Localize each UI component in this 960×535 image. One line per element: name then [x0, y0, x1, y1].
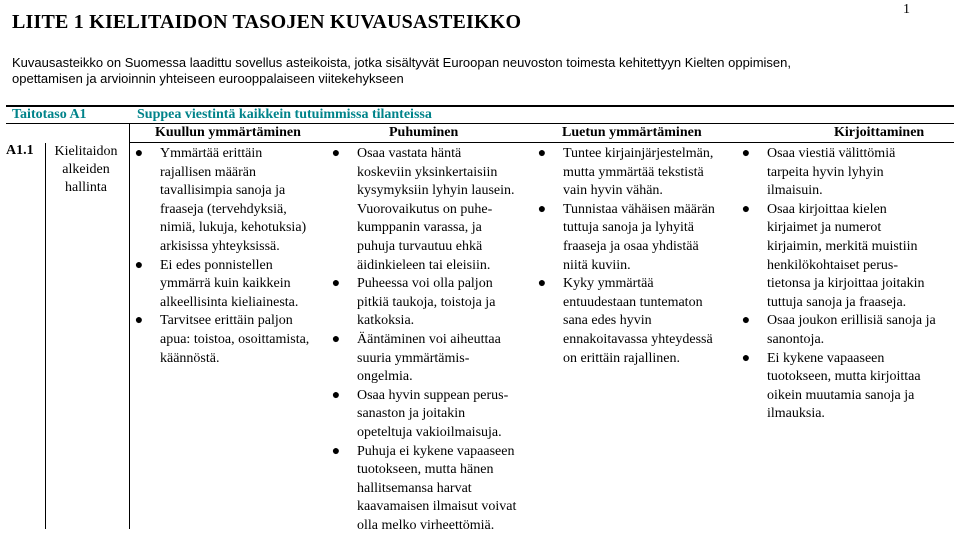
level-name-line: hallinta: [48, 179, 124, 197]
writing-text-line: tarpeita hyvin lyhyin: [767, 164, 956, 183]
speaking-text-line: Vuorovaikutus on puhe-: [357, 201, 546, 220]
speaking-text-line: hallitsemansa harvat: [357, 480, 546, 499]
writing-text-line: kirjaimin, merkitä muistiin: [767, 238, 956, 257]
bullet-icon: ●: [741, 312, 751, 331]
speaking-text-line: katkoksia.: [357, 312, 546, 331]
listening-text-line: ymmärrä kuin kaikkein: [160, 275, 334, 294]
reading-text-line: tuttuja sanoja ja lyhyitä: [563, 219, 747, 238]
speaking-text-line: tuotokseen, mutta hänen: [357, 461, 546, 480]
speaking-text-line: äidinkieleen tai eleisiin.: [357, 257, 546, 276]
reading-text-line: sana edes hyvin: [563, 312, 747, 331]
bullet-icon: ●: [134, 257, 144, 276]
bullet-icon: ●: [331, 443, 341, 462]
listening-text-line: tavallisimpia sanoja ja: [160, 182, 334, 201]
writing-text-line: ilmaisuin.: [767, 182, 956, 201]
writing-text-line: oikein muutamia sanoja ja: [767, 387, 956, 406]
level-title: Suppea viestintä kaikkein tutuimmissa tilanteissa: [137, 107, 432, 123]
bullet-icon: ●: [331, 145, 341, 164]
writing-text-line: ilmauksia.: [767, 405, 956, 424]
writing-text-line: henkilökohtaiset perus-: [767, 257, 956, 276]
speaking-text-line: Osaa hyvin suppean perus-: [357, 387, 546, 406]
bullet-icon: ●: [741, 145, 751, 164]
speaking-text-line: Puheessa voi olla paljon: [357, 275, 546, 294]
bullet-icon: ●: [331, 331, 341, 350]
writing-column: [741, 145, 956, 424]
writing-text-line: tuotokseen, mutta kirjoittaa: [767, 368, 956, 387]
skill-writing-header: Kirjoittaminen: [834, 125, 924, 141]
reading-bullet-item: [537, 201, 747, 275]
reading-text-line: entuudestaan tuntematon: [563, 294, 747, 313]
listening-bullet-item: [134, 257, 334, 313]
reading-bullet-item: [537, 275, 747, 368]
listening-text-line: Tarvitsee erittäin paljon: [160, 312, 334, 331]
reading-text-line: Kyky ymmärtää: [563, 275, 747, 294]
bullet-icon: ●: [537, 275, 547, 294]
speaking-bullet-item: [331, 275, 546, 331]
reading-text-line: niitä kuviin.: [563, 257, 747, 276]
reading-text-line: Tuntee kirjainjärjestelmän,: [563, 145, 747, 164]
level-name: [48, 143, 124, 197]
reading-text-line: Tunnistaa vähäisen määrän: [563, 201, 747, 220]
writing-text-line: Ei kykene vapaaseen: [767, 350, 956, 369]
bullet-icon: ●: [741, 350, 751, 369]
listening-text-line: fraaseja (tervehdyksiä,: [160, 201, 334, 220]
speaking-bullet-item: [331, 331, 546, 387]
reading-column: [537, 145, 747, 368]
listening-bullet-item: [134, 312, 334, 368]
intro-line-2: opettamisen ja arvioinnin yhteiseen eurooppalaiseen viitekehykseen: [12, 71, 404, 86]
listening-text-line: nimiä, lukuja, kehotuksia): [160, 219, 334, 238]
skill-reading-header: Luetun ymmärtäminen: [562, 125, 702, 141]
bullet-icon: ●: [134, 145, 144, 164]
reading-text-line: on erittäin rajallinen.: [563, 350, 747, 369]
listening-text-line: käännöstä.: [160, 350, 334, 369]
column-divider: [45, 143, 46, 529]
writing-text-line: sanontoja.: [767, 331, 956, 350]
bullet-icon: ●: [134, 312, 144, 331]
speaking-text-line: olla melko virheettömiä.: [357, 517, 546, 535]
speaking-bullet-item: [331, 145, 546, 275]
listening-bullet-item: [134, 145, 334, 257]
speaking-text-line: Puhuja ei kykene vapaaseen: [357, 443, 546, 462]
skills-header-row: [129, 124, 954, 143]
speaking-text-line: Osaa vastata häntä: [357, 145, 546, 164]
skill-speaking-header: Puhuminen: [389, 125, 458, 141]
speaking-text-line: koskeviin yksinkertaisiin: [357, 164, 546, 183]
level-header: Taitotaso A1: [12, 107, 87, 123]
bullet-icon: ●: [537, 145, 547, 164]
listening-text-line: Ymmärtää erittäin: [160, 145, 334, 164]
page-title: LIITE 1 KIELITAIDON TASOJEN KUVAUSASTEIKKO: [12, 11, 521, 34]
speaking-text-line: pitkiä taukoja, toistoja ja: [357, 294, 546, 313]
writing-bullet-item: [741, 201, 956, 313]
level-name-line: Kielitaidon: [48, 143, 124, 161]
bullet-icon: ●: [331, 387, 341, 406]
writing-text-line: Osaa joukon erillisiä sanoja ja: [767, 312, 956, 331]
writing-bullet-item: [741, 350, 956, 424]
column-divider: [129, 124, 130, 529]
reading-text-line: mutta ymmärtää tekstistä: [563, 164, 747, 183]
speaking-text-line: ongelmia.: [357, 368, 546, 387]
listening-text-line: rajallisen määrän: [160, 164, 334, 183]
listening-column: [134, 145, 334, 368]
skill-listening-header: Kuullun ymmärtäminen: [155, 125, 301, 141]
reading-text-line: ennakoitavassa yhteydessä: [563, 331, 747, 350]
reading-bullet-item: [537, 145, 747, 201]
writing-text-line: tietonsa ja kirjoittaa joitakin: [767, 275, 956, 294]
speaking-text-line: kysymyksiin lyhyin lausein.: [357, 182, 546, 201]
writing-text-line: Osaa kirjoittaa kielen: [767, 201, 956, 220]
level-table: [6, 105, 954, 529]
speaking-text-line: puhuja turvautuu ehkä: [357, 238, 546, 257]
speaking-text-line: opeteltuja vakioilmaisuja.: [357, 424, 546, 443]
level-name-line: alkeiden: [48, 161, 124, 179]
level-code: A1.1: [6, 143, 34, 159]
listening-text-line: alkeellisinta kieliainesta.: [160, 294, 334, 313]
writing-text-line: kirjaimet ja numerot: [767, 219, 956, 238]
speaking-text-line: suuria ymmärtämis-: [357, 350, 546, 369]
bullet-icon: ●: [537, 201, 547, 220]
speaking-text-line: Ääntäminen voi aiheuttaa: [357, 331, 546, 350]
reading-text-line: fraaseja ja osaa yhdistää: [563, 238, 747, 257]
speaking-bullet-item: [331, 387, 546, 443]
writing-bullet-item: [741, 145, 956, 201]
writing-bullet-item: [741, 312, 956, 349]
reading-text-line: vain hyvin vähän.: [563, 182, 747, 201]
speaking-column: [331, 145, 546, 535]
writing-text-line: tuttuja sanoja ja fraaseja.: [767, 294, 956, 313]
speaking-text-line: kumppanin varassa, ja: [357, 219, 546, 238]
page-number: 1: [903, 2, 910, 18]
speaking-bullet-item: [331, 443, 546, 535]
bullet-icon: ●: [741, 201, 751, 220]
intro-line-1: Kuvausasteikko on Suomessa laadittu sovellus asteikoista, jotka sisältyvät Euroopan neuvoston toimesta kehitettyyn Kielten oppimisen,: [12, 55, 791, 70]
listening-text-line: apua: toistoa, osoittamista,: [160, 331, 334, 350]
level-header-row: [6, 105, 954, 124]
intro-paragraph: [12, 55, 912, 87]
bullet-icon: ●: [331, 275, 341, 294]
listening-text-line: Ei edes ponnistellen: [160, 257, 334, 276]
listening-text-line: arkisissa yhteyksissä.: [160, 238, 334, 257]
writing-text-line: Osaa viestiä välittömiä: [767, 145, 956, 164]
speaking-text-line: kaavamaisen ilmaisut voivat: [357, 498, 546, 517]
speaking-text-line: sanaston ja joitakin: [357, 405, 546, 424]
